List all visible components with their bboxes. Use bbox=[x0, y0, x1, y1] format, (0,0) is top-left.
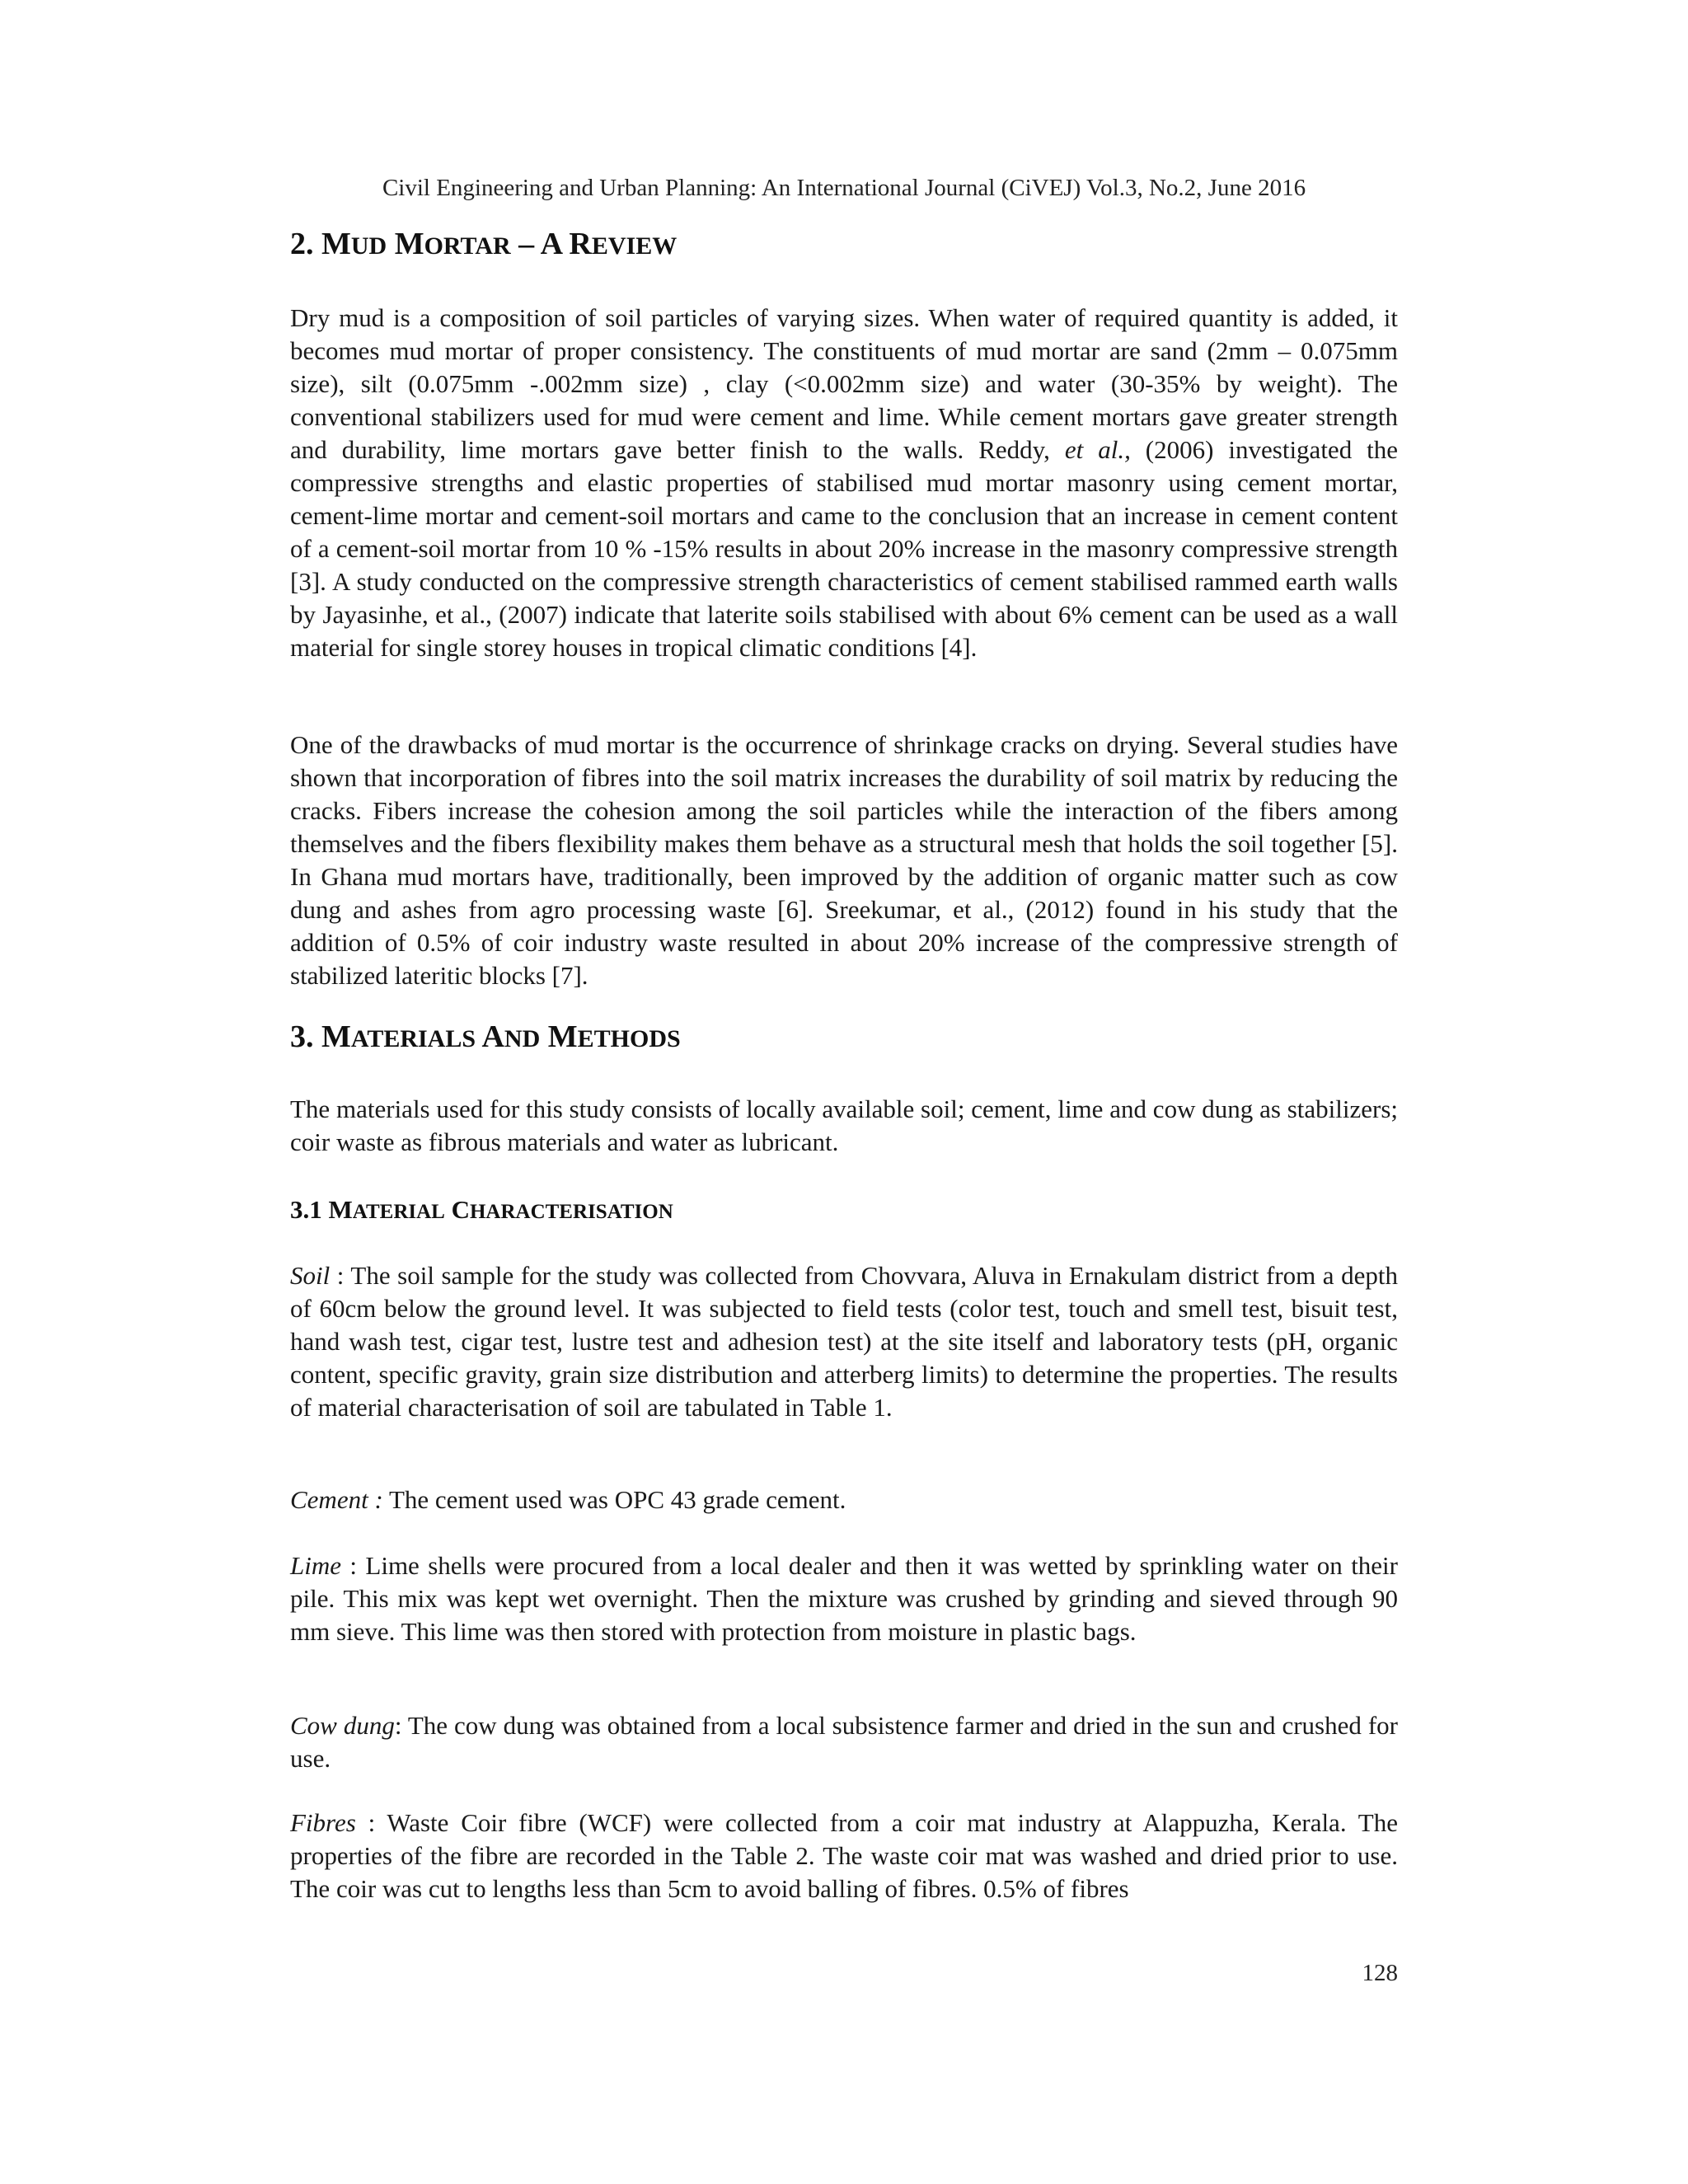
heading-letter: C bbox=[451, 1195, 470, 1224]
heading-letter: A bbox=[481, 1019, 504, 1054]
cowdung-paragraph bbox=[290, 1709, 1398, 1775]
page-number: 128 bbox=[1362, 1960, 1398, 1986]
text-run: : The soil sample for the study was collected from Chovvara, Aluva in Ernakulam district from a depth of 60cm below the ground level. It was subjected to field tests (color test, touch and smell test, bisuit test, hand wash test, cigar test, lustre test and adhesion test) at the site itself and laboratory tests (pH, organic content, specific gravity, grain size distribution and atterberg limits) to determine the properties. The results of material characterisation of soil are tabulated in Table 1. bbox=[290, 1261, 1398, 1422]
heading-smallcaps: HARACTERISATION bbox=[469, 1201, 673, 1223]
material-label: Lime bbox=[290, 1551, 341, 1580]
heading-dash: – bbox=[510, 227, 541, 261]
heading-smallcaps: ORTAR bbox=[424, 232, 511, 260]
running-header: Civil Engineering and Urban Planning: An International Journal (CiVEJ) Vol.3, No.2, June 2016 bbox=[382, 175, 1306, 201]
heading-smallcaps: ETHODS bbox=[577, 1025, 681, 1052]
heading-letter: M bbox=[394, 227, 424, 261]
paragraph bbox=[290, 1807, 1398, 1905]
heading-letter: M bbox=[328, 1195, 353, 1224]
section-number: 2. bbox=[290, 227, 314, 261]
heading-smallcaps: ND bbox=[504, 1025, 541, 1052]
section-3-paragraph-1 bbox=[290, 1093, 1398, 1159]
paragraph: One of the drawbacks of mud mortar is the occurrence of shrinkage cracks on drying. Several studies have shown that incorporation of fibres into the soil matrix increases the durability of soil matrix by reducing the cracks. Fibers increase the cohesion among the soil particles while the interaction of the fibers among themselves and the fibers flexibility makes them behave as a structural mesh that holds the soil together [5]. In Ghana mud mortars have, traditionally, been improved by the addition of organic matter such as cow dung and ashes from agro processing waste [6]. Sreekumar, et al., (2012) found in his study that the addition of 0.5% of coir industry waste resulted in about 20% increase of the compressive strength of stabilized lateritic blocks [7]. bbox=[290, 730, 1398, 990]
text-run: : Lime shells were procured from a local dealer and then it was wetted by sprinkling water on their pile. This mix was kept wet overnight. Then the mixture was crushed by grinding and sieved through 90 mm sieve. This lime was then stored with protection from moisture in plastic bags. bbox=[290, 1551, 1398, 1646]
material-label: Fibres bbox=[290, 1808, 356, 1837]
paragraph bbox=[290, 1483, 1398, 1516]
lime-paragraph bbox=[290, 1549, 1398, 1648]
section-3-heading-block bbox=[290, 1017, 1398, 1059]
heading-smallcaps: ATERIAL bbox=[352, 1201, 445, 1223]
material-label: Soil bbox=[290, 1261, 331, 1290]
section-number: 3.1 bbox=[290, 1195, 322, 1224]
paragraph bbox=[290, 302, 1398, 664]
section-3-1-heading-block bbox=[290, 1193, 1398, 1229]
text-run: : The cow dung was obtained from a local subsistence farmer and dried in the sun and crushed for use. bbox=[290, 1711, 1398, 1773]
cement-paragraph bbox=[290, 1483, 1398, 1516]
section-2-heading-block bbox=[290, 224, 1398, 266]
section-3-1-heading bbox=[290, 1193, 1398, 1229]
heading-smallcaps: UD bbox=[350, 232, 387, 260]
text-run: (2006) investigated the compressive strengths and elastic properties of stabilised mud mortar masonry using cement mortar, cement-lime mortar and cement-soil mortars and came to the conclusion that an increase in cement content of a cement-soil mortar from 10 % -15% results in about 20% increase in the masonry compressive strength [3]. A study conducted on the compressive strength characteristics of cement stabilised rammed earth walls by Jayasinhe, et al., (2007) indicate that laterite soils stabilised with about 6% cement can be used as a wall material for single storey houses in tropical climatic conditions [4]. bbox=[290, 435, 1399, 662]
section-2-heading bbox=[290, 224, 1398, 266]
fibres-paragraph bbox=[290, 1807, 1398, 1905]
material-label: Cow dung bbox=[290, 1711, 395, 1740]
heading-letter: M bbox=[321, 227, 351, 261]
paragraph: The materials used for this study consists of locally available soil; cement, lime and cow dung as stabilizers; coir waste as fibrous materials and water as lubricant. bbox=[290, 1094, 1398, 1156]
text-italic: et al., bbox=[1064, 435, 1131, 464]
heading-letter: M bbox=[321, 1019, 351, 1054]
text-run: The cement used was OPC 43 grade cement. bbox=[382, 1485, 846, 1514]
paragraph bbox=[290, 1709, 1398, 1775]
section-2-paragraph-2 bbox=[290, 729, 1398, 992]
section-3-heading bbox=[290, 1017, 1398, 1059]
heading-smallcaps: EVIEW bbox=[591, 232, 678, 260]
heading-letter: A bbox=[540, 227, 561, 261]
section-2-paragraph-1 bbox=[290, 302, 1398, 664]
heading-letter: R bbox=[569, 227, 592, 261]
text-run: : Waste Coir fibre (WCF) were collected from a coir mat industry at Alappuzha, Kerala. The properties of the fibre are recorded in the Table 2. The waste coir mat was washed and dried prior to use. The coir was cut to lengths less than 5cm to avoid balling of fibres. 0.5% of fibres bbox=[290, 1808, 1398, 1903]
text-run: Dry mud is a composition of soil particles of varying sizes. When water of required quantity is added, it becomes mud mortar of proper consistency. The constituents of mud mortar are sand (2mm – 0.075mm size), silt (0.075mm -.002mm size) , clay (<0.002mm size) and water (30-35% by weight). The conventional stabilizers used for mud were cement and lime. While cement mortars gave greater strength and durability, lime mortars gave better finish to the walls. Reddy, bbox=[290, 303, 1398, 464]
paragraph bbox=[290, 1549, 1398, 1648]
paragraph bbox=[290, 1259, 1398, 1424]
heading-smallcaps: ATERIALS bbox=[350, 1025, 476, 1052]
material-label: Cement : bbox=[290, 1485, 383, 1514]
soil-paragraph bbox=[290, 1259, 1398, 1424]
heading-letter: M bbox=[547, 1019, 578, 1054]
section-number: 3. bbox=[290, 1019, 314, 1054]
